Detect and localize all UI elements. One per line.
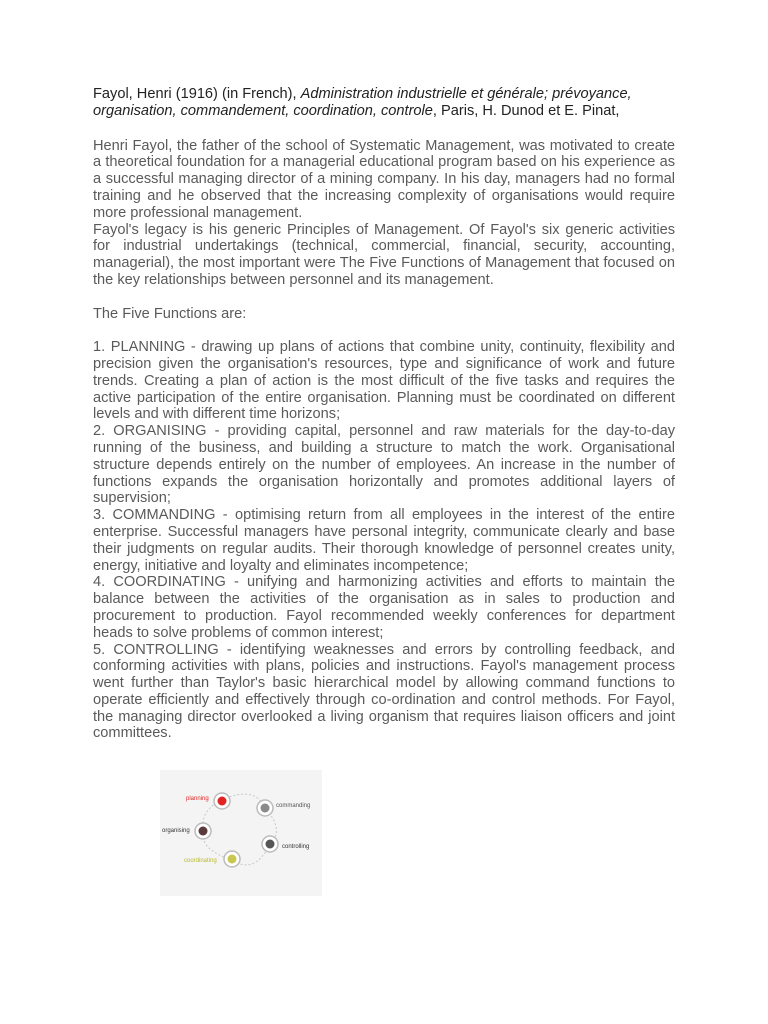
intro-paragraph-2: Fayol's legacy is his generic Principles of Management. Of Fayol's six generic activities for industrial undertakings (technical, commercial, financial, security, accounting, managerial), the most important were The Five Functions of Management that focused on the key relationships between personnel and its management. bbox=[93, 221, 675, 288]
functions-heading: The Five Functions are: bbox=[93, 305, 247, 322]
citation bbox=[93, 86, 675, 120]
function-item-coordinating: 4. COORDINATING - unifying and harmonizing activities and efforts to maintain the balance between the activities of the organisation as in sales to production and procurement to production. Fayol recommended weekly conferences for department heads to solve problems of common interest; bbox=[93, 574, 675, 641]
node-commanding bbox=[257, 800, 310, 816]
node-label-controlling: controlling bbox=[282, 844, 310, 850]
function-item-controlling: 5. CONTROLLING - identifying weaknesses and errors by controlling feedback, and conforming activities with plans, policies and instructions. Fayol's management process went further than Taylor's basic hierarchical model by allowing command functions to operate efficiently and effectively through co-ordination and control methods. For Fayol, the managing director overlooked a living organism that requires liaison officers and joint committees. bbox=[93, 641, 675, 742]
node-dot bbox=[266, 840, 275, 849]
citation-publisher: , Paris, H. Dunod et E. Pinat, bbox=[432, 102, 620, 119]
node-label-coordinating: coordinating bbox=[184, 858, 217, 864]
node-label-planning: planning bbox=[186, 796, 209, 802]
function-item-organising: 2. ORGANISING - providing capital, personnel and raw materials for the day-to-day running of the business, and building a structure to match the work. Organisational structure depends entirely on the number of employees. An increase in the number of functions expands the organisation horizontally and promotes additional layers of supervision; bbox=[93, 423, 675, 507]
function-item-planning: 1. PLANNING - drawing up plans of actions that combine unity, continuity, flexibility and precision given the organisation's resources, type and significance of work and future trends. Creating a plan of action is the most difficult of the five tasks and requires the active participation of the entire organisation. Planning must be coordinated on different levels and with different time horizons; bbox=[93, 339, 675, 423]
node-planning bbox=[186, 793, 230, 809]
node-dot bbox=[228, 855, 237, 864]
node-dot bbox=[218, 797, 227, 806]
node-label-commanding: commanding bbox=[276, 803, 311, 809]
node-organising bbox=[162, 823, 211, 839]
citation-title: Administration industrielle et générale; prévoyance, organisation, commandement, coordination, controle bbox=[93, 86, 632, 119]
node-controlling bbox=[262, 836, 309, 852]
body-text bbox=[93, 138, 675, 743]
intro-paragraph-1: Henri Fayol, the father of the school of Systematic Management, was motivated to create a theoretical foundation for a managerial educational program based on his experience as a successful managing director of a mining company. In his day, managers had no formal training and he observed that the increasing complexity of organisations would require more professional management. bbox=[93, 137, 675, 221]
node-dot bbox=[199, 827, 208, 836]
node-coordinating bbox=[184, 851, 240, 867]
function-item-commanding: 3. COMMANDING - optimising return from all employees in the interest of the entire enterprise. Successful managers have personal integrity, communicate clearly and base their judgments on regular audits. Their thorough knowledge of personnel creates unity, energy, initiative and loyalty and eliminates incompetence; bbox=[93, 507, 675, 574]
cycle-diagram-svg bbox=[160, 770, 322, 896]
document-page bbox=[93, 86, 675, 742]
citation-author: Fayol, Henri (1916) (in French), bbox=[93, 86, 301, 102]
node-dot bbox=[261, 804, 270, 813]
five-functions-diagram bbox=[160, 770, 322, 896]
node-label-organising: organising bbox=[162, 828, 190, 834]
